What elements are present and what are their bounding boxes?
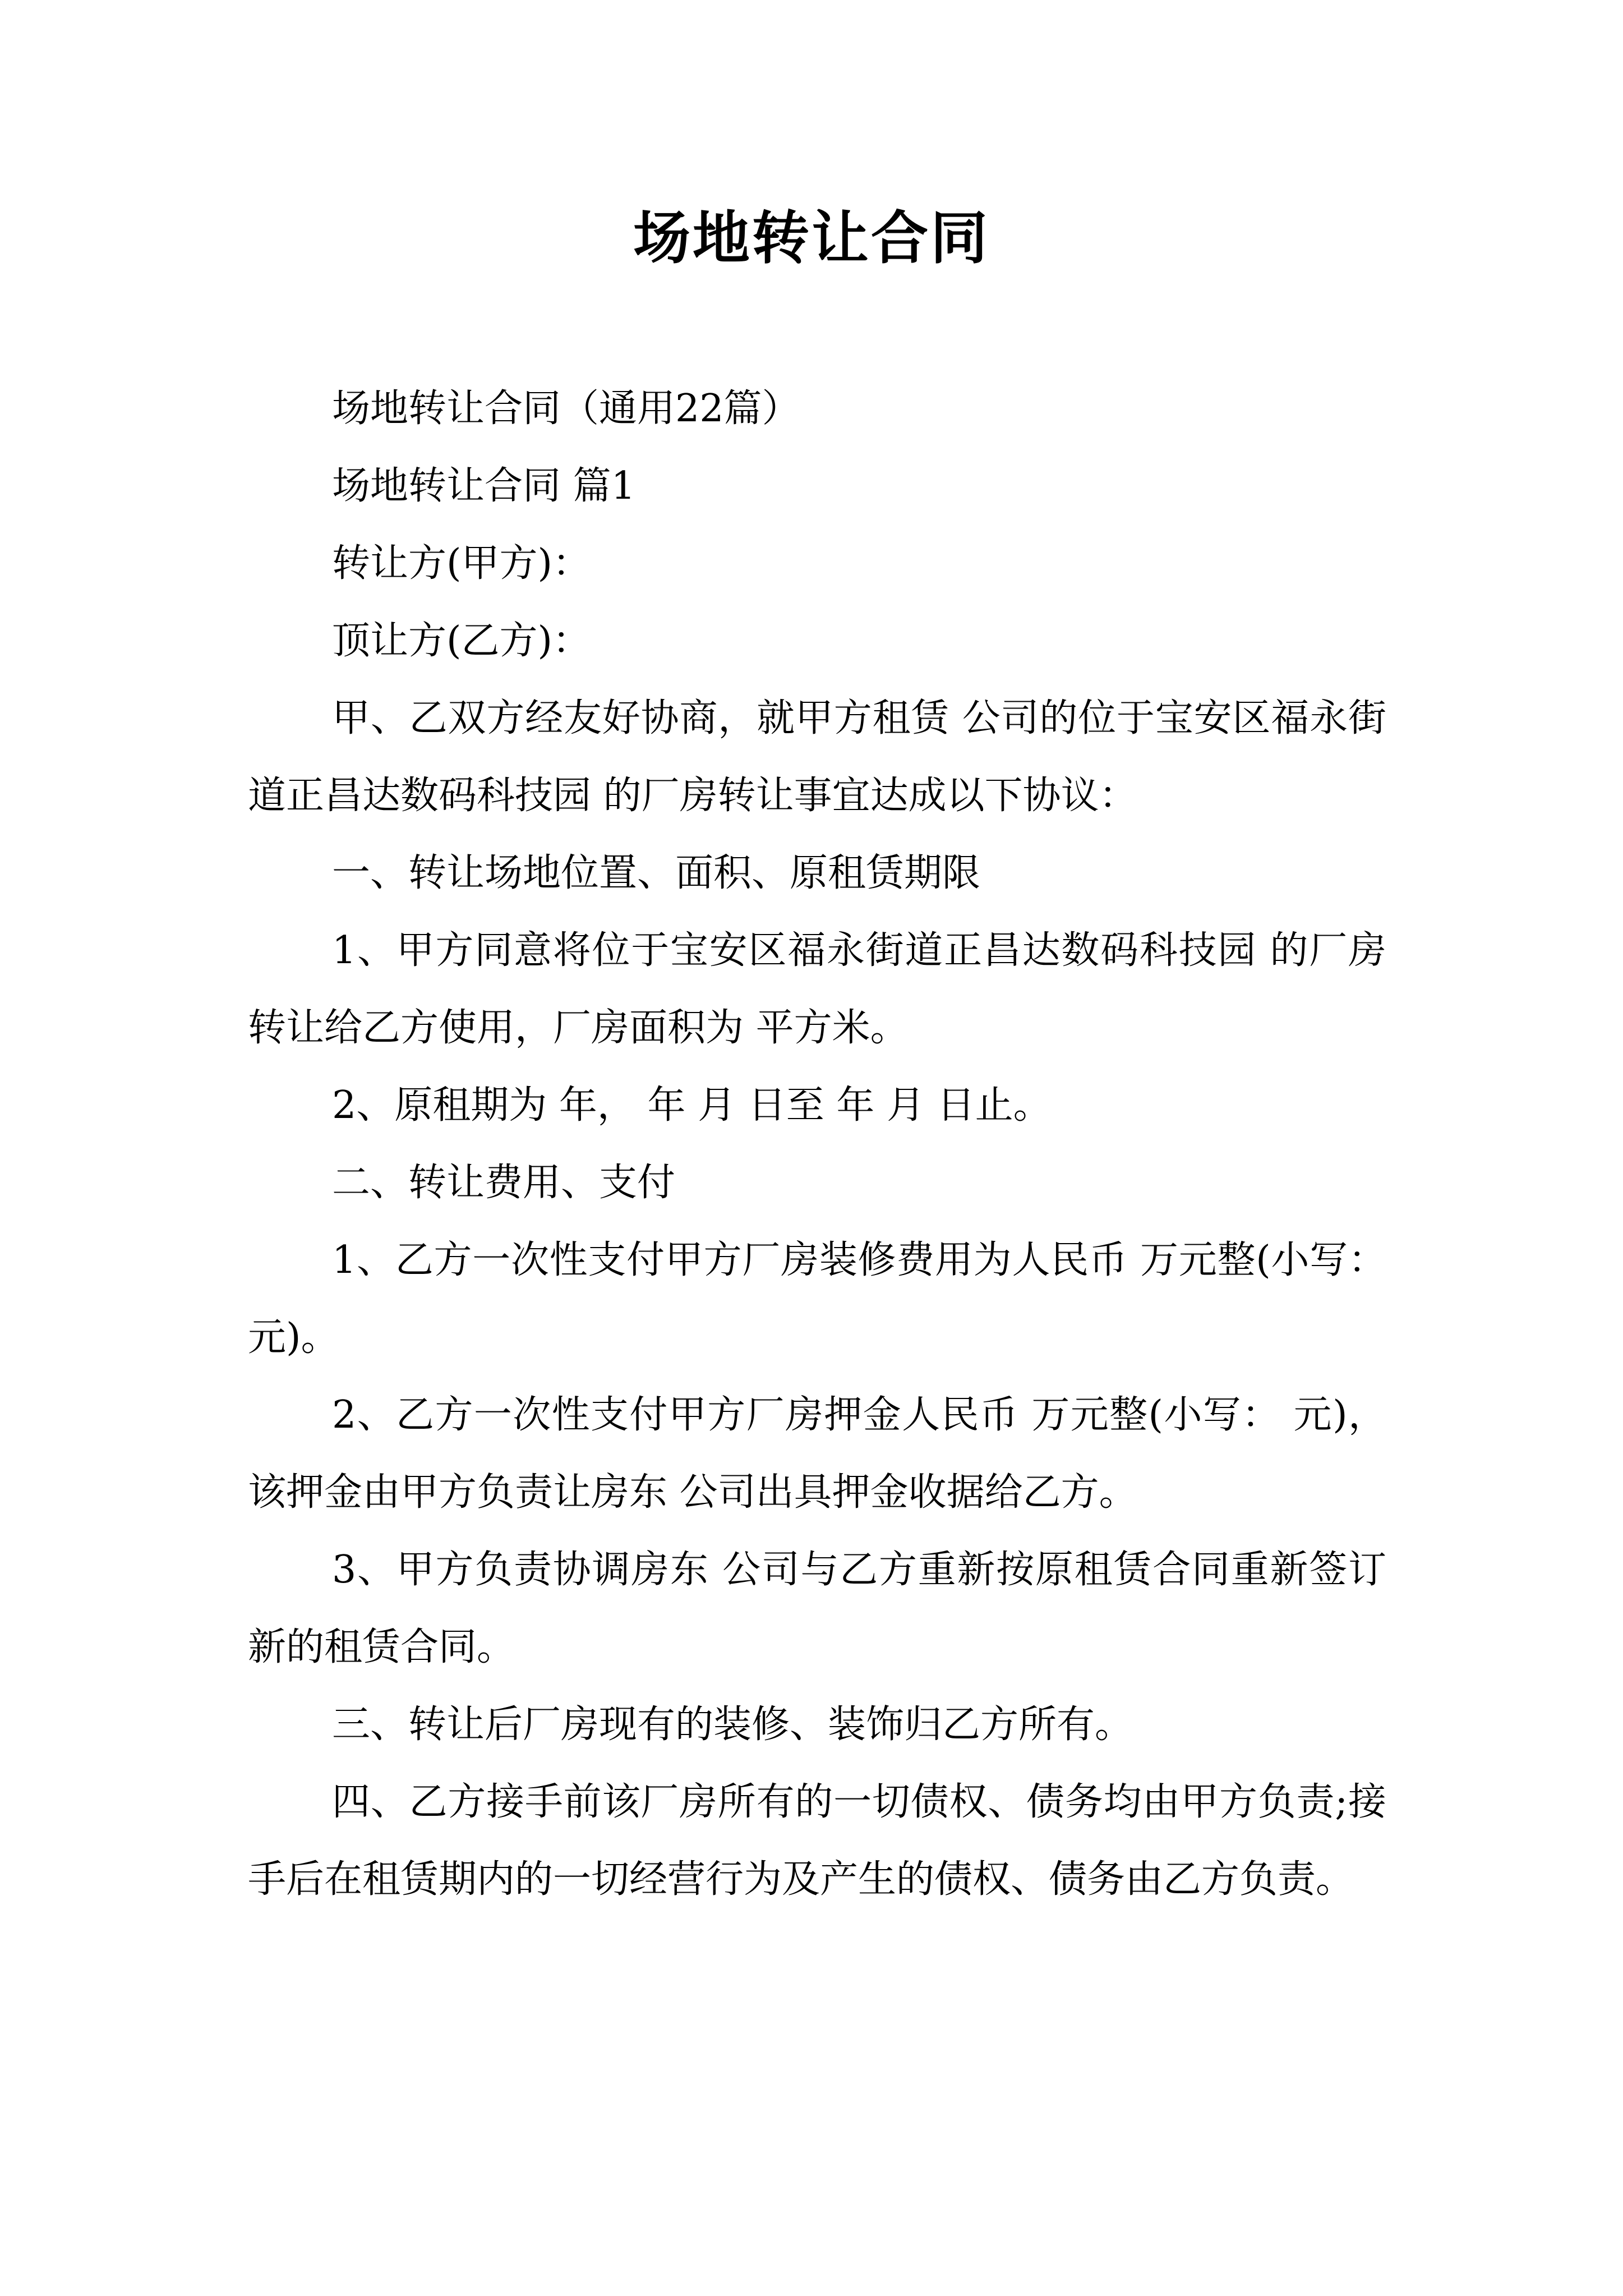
party-b-line: 顶让方(乙方)：	[332, 619, 591, 663]
party-a-line: 转让方(甲方)：	[332, 541, 591, 586]
clause-paragraph: 2、原租期为 年， 年 月 日至 年 月 日止。	[332, 1083, 1052, 1128]
clause-paragraph: 1、乙方一次性支付甲方厂房装修费用为人民币 万元整(小写： 元)。	[248, 1238, 1386, 1360]
clause-paragraph: 3、甲方负责协调房东 公司与乙方重新按原租赁合同重新签订新的租赁合同。	[248, 1548, 1386, 1669]
preamble-paragraph: 甲、乙双方经友好协商，就甲方租赁 公司的位于宝安区福永街道正昌达数码科技园 的厂房转让事宜达成以下协议：	[248, 696, 1386, 818]
subtitle-paragraph: 场地转让合同（通用22篇）	[332, 386, 800, 431]
clause-paragraph: 2、乙方一次性支付甲方厂房押金人民币 万元整(小写： 元)，该押金由甲方负责让房东 公司出具押金收据给乙方。	[248, 1393, 1386, 1515]
clause-heading-three: 三、转让后厂房现有的装修、装饰归乙方所有。	[332, 1703, 1133, 1747]
clause-heading-four: 四、乙方接手前该厂房所有的一切债权、债务均由甲方负责;接手后在租赁期内的一切经营行为及产生的债权、债务由乙方负责。	[248, 1780, 1386, 1902]
clause-heading-two: 二、转让费用、支付	[332, 1161, 676, 1205]
clause-heading-one: 一、转让场地位置、面积、原租赁期限	[332, 851, 981, 895]
document-title: 场地转让合同	[633, 205, 990, 272]
section-heading-1: 场地转让合同 篇1	[332, 464, 635, 508]
document-body	[248, 370, 1386, 1918]
clause-paragraph: 1、甲方同意将位于宝安区福永街道正昌达数码科技园 的厂房转让给乙方使用，厂房面积为 平方米。	[248, 928, 1386, 1050]
